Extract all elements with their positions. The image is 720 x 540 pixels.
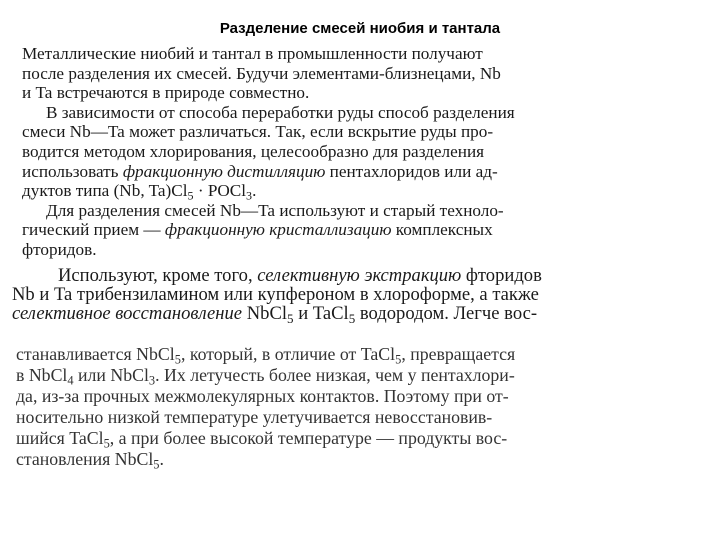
subscript: 5	[187, 188, 194, 203]
text-line: Для разделения смесей Nb—Ta используют и старый техноло-	[46, 200, 504, 220]
subscript: 5	[348, 310, 356, 326]
text-run: , который, в отличие от TaCl	[180, 344, 396, 364]
text-run: пентахлоридов или ад-	[329, 161, 498, 181]
term-selective-reduction: селективное восстановление	[12, 303, 243, 324]
text-line	[22, 220, 515, 240]
text-run: .	[159, 449, 164, 469]
text-run: .	[252, 181, 257, 201]
text-run: . Их летучесть более низкая, чем у пентахлори-	[155, 365, 515, 385]
term-selective-extraction: селективную экстракцию	[257, 265, 462, 286]
term-fractional-crystallization: фракционную кристаллизацию	[164, 220, 392, 240]
text-line	[12, 303, 542, 326]
text-run: или NbCl	[73, 365, 149, 385]
text-run: , а при более высокой температуре — продукты вос-	[109, 428, 508, 448]
scanned-paragraph-3	[16, 344, 515, 470]
subscript: 5	[103, 436, 110, 451]
text-run: · POCl	[193, 181, 247, 201]
text-line	[22, 162, 515, 182]
text-run: водородом. Легче вос-	[359, 303, 538, 324]
text-run: TaCl	[312, 303, 349, 324]
text-run: NbCl	[246, 303, 288, 324]
text-run: комплексных	[395, 220, 493, 240]
text-line: и Ta встречаются в природе совместно.	[22, 83, 310, 103]
formula	[313, 303, 355, 324]
subscript: 5	[174, 352, 181, 367]
text-line: после разделения их смесей. Будучи элементами-близнецами, Nb	[22, 63, 501, 83]
text-line	[16, 365, 515, 386]
text-line	[22, 181, 515, 201]
text-line: смеси Nb—Ta может различаться. Так, если вскрытие руды про-	[22, 122, 494, 142]
text-line: Металлические ниобий и тантал в промышленности получают	[22, 44, 483, 63]
text-run: шийся TaCl	[16, 428, 104, 448]
subscript: 3	[246, 188, 253, 203]
text-run: Используют, кроме того,	[58, 265, 253, 286]
text-run: гический прием —	[22, 220, 161, 240]
text-line	[16, 344, 515, 365]
subscript: 4	[67, 373, 74, 388]
text-line: да, из-за прочных межмолекулярных контактов. Поэтому при от-	[16, 386, 509, 406]
text-line	[16, 428, 515, 449]
subscript: 5	[287, 310, 294, 326]
text-line: Nb и Ta трибензиламином или купфероном в хлороформе, а также	[12, 284, 539, 305]
text-line: фторидов.	[22, 239, 97, 259]
subscript: 5	[153, 457, 160, 472]
subscript: 3	[148, 373, 156, 388]
slide-title: Разделение смесей ниобия и тантала	[219, 20, 501, 37]
text-line: водится методом хлорирования, целесообразно для разделения	[22, 141, 485, 161]
text-run: станавливается NbCl	[16, 344, 175, 364]
text-run: фторидов	[465, 265, 542, 286]
text-run: , превращается	[401, 344, 516, 364]
scanned-paragraph-1	[22, 44, 515, 260]
text-line	[16, 449, 515, 470]
text-line	[12, 266, 542, 285]
text-run: использовать	[22, 161, 119, 181]
text-line: носительно низкой температуре улетучивается невосстановив-	[16, 407, 493, 427]
formula	[247, 303, 294, 324]
text-run: в NbCl	[16, 365, 68, 385]
text-run: дуктов типа (Nb, Ta)Cl	[22, 181, 188, 201]
term-fractional-distillation: фракционную дистилляцию	[122, 161, 326, 181]
text-run: и	[298, 303, 309, 324]
scanned-paragraph-2	[12, 265, 542, 326]
text-run: становления NbCl	[16, 449, 154, 469]
text-line: В зависимости от способа переработки руды способ разделения	[46, 102, 515, 122]
subscript: 5	[395, 352, 402, 367]
